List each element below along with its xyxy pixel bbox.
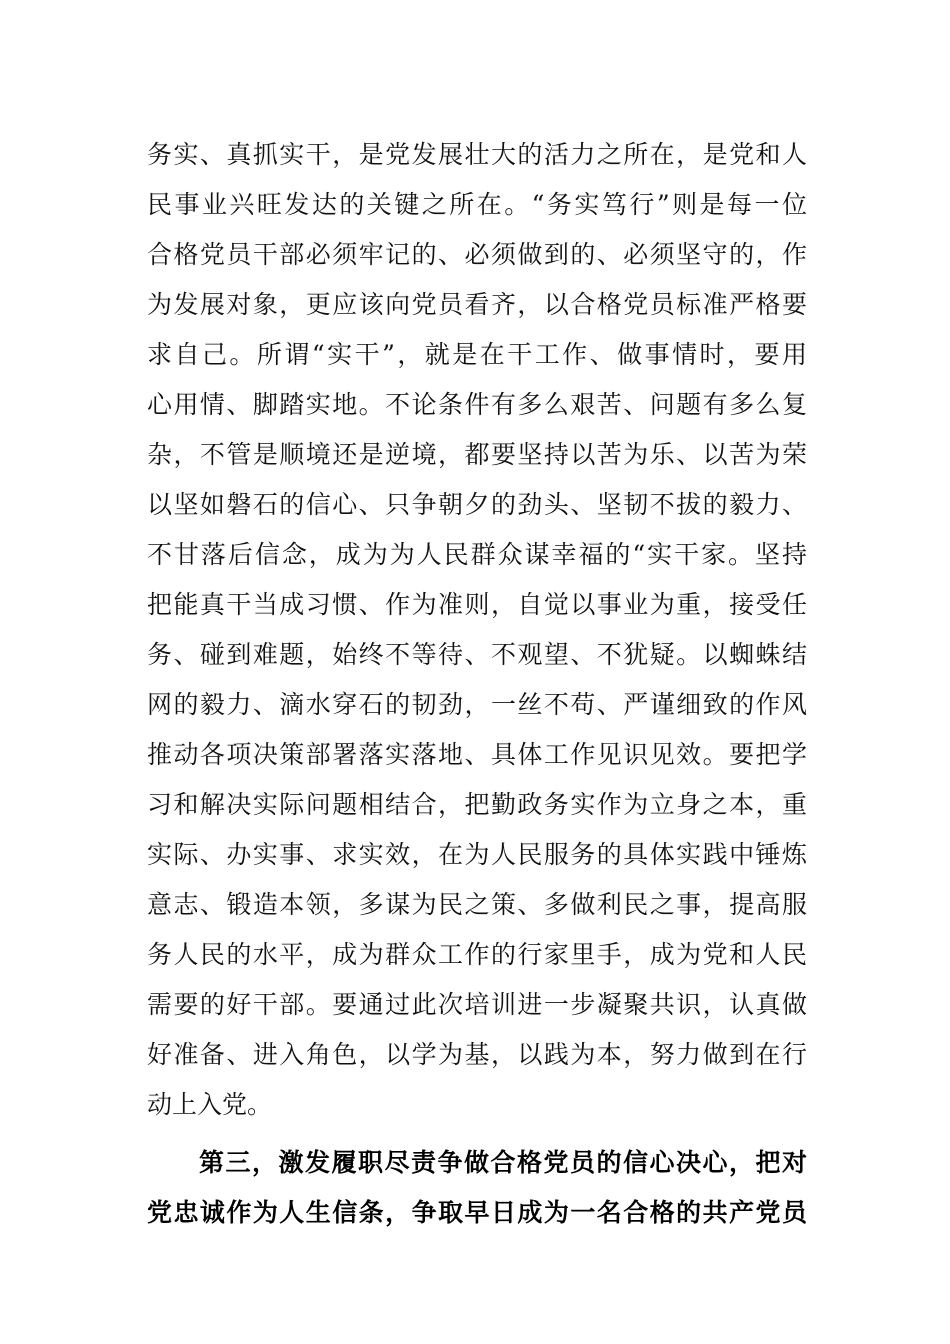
section-heading-line: 第三，激发履职尽责争做合格党员的信心决心，把对 bbox=[199, 1148, 807, 1177]
paragraph-line: 意志、锻造本领，多谋为民之策、多做利民之事，提高服 bbox=[147, 890, 807, 919]
paragraph-line: 合格党员干部必须牢记的、必须做到的、必须坚守的，作 bbox=[147, 240, 807, 269]
section-heading-line: 党忠诚作为人生信条，争取早日成为一名合格的共产党员 bbox=[147, 1198, 807, 1227]
paragraph-line: 心用情、脚踏实地。不论条件有多么艰苦、问题有多么复 bbox=[147, 390, 807, 419]
paragraph-line: 求自己。所谓“实干”，就是在干工作、做事情时，要用 bbox=[147, 340, 807, 369]
paragraph-line: 务人民的水平，成为群众工作的行家里手，成为党和人民 bbox=[147, 940, 807, 969]
paragraph-line: 网的毅力、滴水穿石的韧劲，一丝不苟、严谨细致的作风 bbox=[147, 690, 807, 719]
paragraph-line: 为发展对象，更应该向党员看齐，以合格党员标准严格要 bbox=[147, 290, 807, 319]
paragraph-line: 把能真干当成习惯、作为准则，自觉以事业为重，接受任 bbox=[147, 590, 807, 619]
paragraph-gap bbox=[147, 1130, 807, 1138]
paragraph-line: 不甘落后信念，成为为人民群众谋幸福的“实干家。坚持 bbox=[147, 540, 807, 569]
paragraph-line: 需要的好干部。要通过此次培训进一步凝聚共识，认真做 bbox=[147, 990, 807, 1019]
paragraph-line: 动上入党。 bbox=[147, 1090, 273, 1119]
paragraph-line: 好准备、进入角色，以学为基，以践为本，努力做到在行 bbox=[147, 1040, 807, 1069]
paragraph-line: 民事业兴旺发达的关键之所在。“务实笃行”则是每一位 bbox=[147, 190, 807, 219]
paragraph-line: 杂，不管是顺境还是逆境，都要坚持以苦为乐、以苦为荣 bbox=[147, 440, 807, 469]
paragraph-line: 推动各项决策部署落实落地、具体工作见识见效。要把学 bbox=[147, 740, 807, 769]
paragraph-line: 习和解决实际问题相结合，把勤政务实作为立身之本，重 bbox=[147, 790, 807, 819]
paragraph-line: 务实、真抓实干，是党发展壮大的活力之所在，是党和人 bbox=[147, 140, 807, 169]
paragraph-line: 以坚如磐石的信心、只争朝夕的劲头、坚韧不拔的毅力、 bbox=[147, 490, 807, 519]
paragraph-line: 务、碰到难题，始终不等待、不观望、不犹疑。以蜘蛛结 bbox=[147, 640, 807, 669]
document-body bbox=[147, 130, 807, 1238]
paragraph-line: 实际、办实事、求实效，在为人民服务的具体实践中锤炼 bbox=[147, 840, 807, 869]
